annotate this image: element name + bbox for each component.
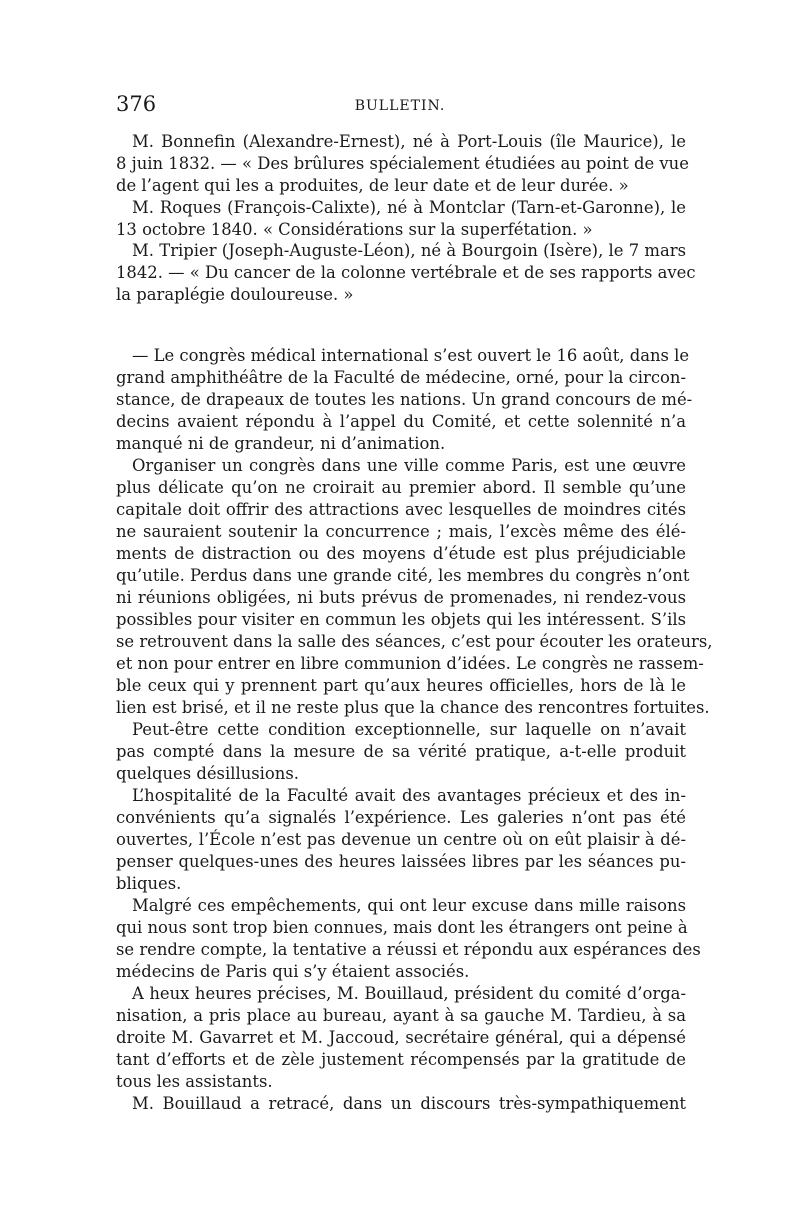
text-line: et non pour entrer en libre communion d’idées. Le congrès ne rassem-: [116, 654, 704, 673]
text-line: Organiser un congrès dans une ville comme Paris, est une œuvre: [132, 456, 686, 475]
page-header: [0, 92, 800, 122]
text-line: M. Tripier (Joseph-Auguste-Léon), né à Bourgoin (Isère), le 7 mars: [132, 241, 686, 261]
text-line: se rendre compte, la tentative a réussi et répondu aux espérances des: [116, 940, 701, 959]
text-line: ments de distraction ou des moyens d’étude est plus préjudiciable: [116, 544, 686, 563]
text-line: Malgré ces empêchements, qui ont leur excuse dans mille raisons: [132, 896, 686, 915]
thesis-entry: [116, 240, 696, 306]
theses-list: [116, 131, 696, 306]
text-line: la paraplégie douloureuse. »: [116, 285, 354, 305]
text-line: de l’agent qui les a produites, de leur date et de leur durée. »: [116, 175, 629, 195]
paragraph: [116, 1093, 686, 1115]
text-line: — Le congrès médical international s’est ouvert le 16 août, dans le: [132, 346, 690, 365]
text-line: A heux heures précises, M. Bouillaud, président du comité d’orga-: [132, 984, 686, 1003]
text-line: pas compté dans la mesure de sa vérité pratique, a-t-elle produit: [116, 742, 686, 761]
text-line: nisation, a pris place au bureau, ayant à sa gauche M. Tardieu, à sa: [116, 1006, 686, 1025]
text-line: se retrouvent dans la salle des séances, c’est pour écouter les orateurs,: [116, 632, 713, 651]
text-line: M. Bonnefin (Alexandre-Ernest), né à Port-Louis (île Maurice), le: [132, 132, 686, 151]
text-line: M. Roques (François-Calixte), né à Montclar (Tarn-et-Garonne), le: [132, 197, 686, 217]
text-line: manqué ni de grandeur, ni d’animation.: [116, 434, 446, 453]
text-line: plus délicate qu’on ne croirait au premier abord. Il semble qu’une: [116, 478, 686, 497]
text-line: qu’utile. Perdus dans une grande cité, les membres du congrès n’ont: [116, 566, 690, 585]
text-line: L’hospitalité de la Faculté avait des avantages précieux et des in-: [132, 786, 686, 805]
text-line: possibles pour visiter en commun les objets qui les intéressent. S’ils: [116, 610, 686, 629]
text-line: penser quelques-unes des heures laissées libres par les séances pu-: [116, 852, 686, 871]
text-line: droite M. Gavarret et M. Jaccoud, secrétaire général, qui a dépensé: [116, 1028, 686, 1047]
text-line: qui nous sont trop bien connues, mais dont les étrangers ont peine à: [116, 918, 688, 937]
paragraph: [116, 345, 693, 455]
text-line: médecins de Paris qui s’y étaient associés.: [116, 962, 470, 981]
text-line: M. Bouillaud a retracé, dans un discours très-sympathiquement: [132, 1094, 686, 1113]
thesis-entry: [116, 131, 689, 197]
paragraph: [116, 895, 701, 983]
text-line: ble ceux qui y prennent part qu’aux heures officielles, hors de là le: [116, 676, 686, 695]
text-line: tous les assistants.: [116, 1072, 273, 1091]
text-line: stance, de drapeaux de toutes les nations. Un grand concours de mé-: [116, 390, 693, 409]
text-line: decins avaient répondu à l’appel du Comité, et cette solennité n’a: [116, 412, 686, 431]
text-line: convénients qu’a signalés l’expérience. Les galeries n’ont pas été: [116, 808, 686, 827]
text-line: bliques.: [116, 874, 182, 893]
text-line: ne sauraient soutenir la concurrence ; mais, l’excès même des élé-: [116, 522, 686, 541]
text-line: Peut-être cette condition exceptionnelle, sur laquelle on n’avait: [132, 720, 686, 739]
text-line: tant d’efforts et de zèle justement récompensés par la gratitude de: [116, 1050, 686, 1069]
text-line: 1842. — « Du cancer de la colonne vertébrale et de ses rapports avec: [116, 263, 696, 283]
paragraph: [116, 455, 713, 719]
text-line: grand amphithéâtre de la Faculté de médecine, orné, pour la circon-: [116, 368, 686, 387]
paragraph: [116, 719, 686, 785]
text-line: capitale doit offrir des attractions avec lesquelles de moindres cités: [116, 500, 686, 519]
text-line: 13 octobre 1840. « Considérations sur la superfétation. »: [116, 219, 593, 239]
text-line: quelques désillusions.: [116, 764, 299, 783]
text-line: ni réunions obligées, ni buts prévus de promenades, ni rendez-vous: [116, 588, 686, 607]
paragraph: [116, 785, 686, 895]
paragraph: [116, 983, 686, 1093]
running-title: BULLETIN.: [354, 98, 446, 114]
text-line: lien est brisé, et il ne reste plus que la chance des rencontres fortuites.: [116, 698, 710, 717]
article-body: [116, 345, 713, 1115]
page-number: 376: [116, 92, 157, 116]
text-line: ouvertes, l’École n’est pas devenue un centre où on eût plaisir à dé-: [116, 830, 686, 849]
thesis-entry: [116, 197, 686, 241]
text-line: 8 juin 1832. — « Des brûlures spécialement étudiées au point de vue: [116, 153, 689, 173]
